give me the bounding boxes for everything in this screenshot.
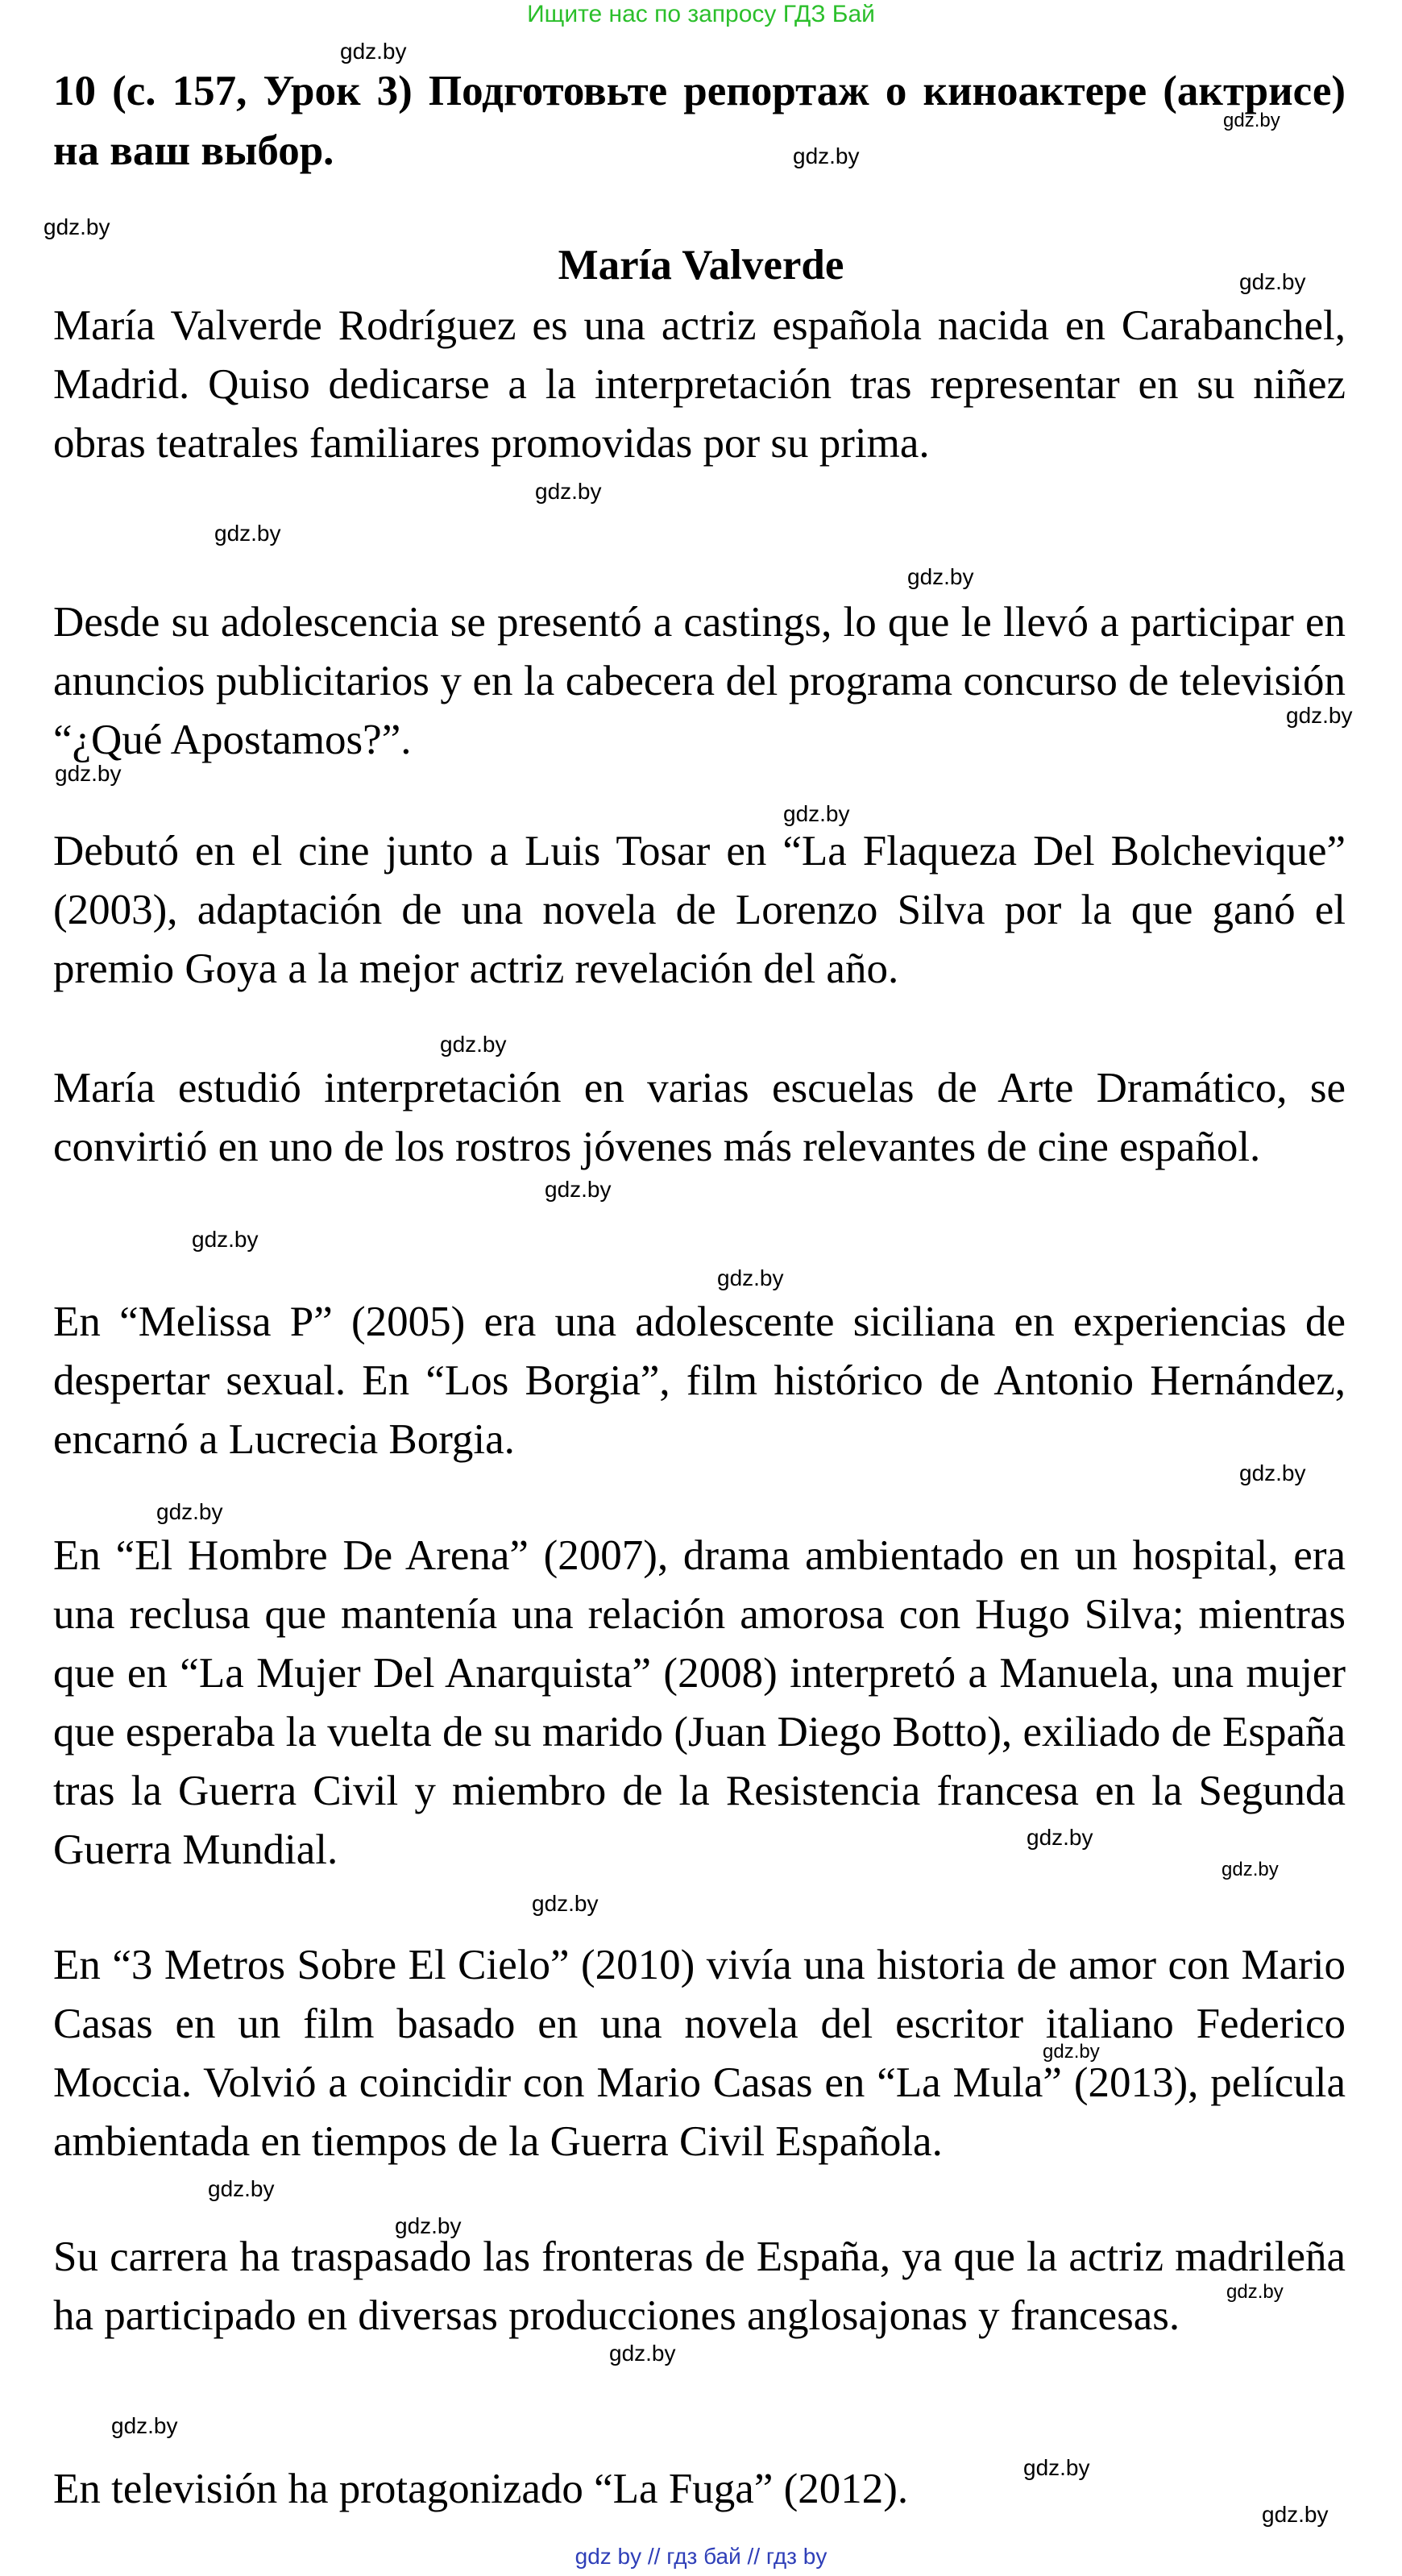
exercise-heading: 10 (с. 157, Урок 3) Подготовьте репортаж о киноактере (актрисе) на ваш выбор.: [53, 68, 1346, 174]
watermark: gdz.by: [156, 1499, 223, 1524]
watermark: gdz.by: [440, 1032, 507, 1057]
paragraph-6: En “El Hombre De Arena” (2007), drama ambientado en un hospital, era una reclusa que mantenía una relación amorosa con Hugo Silva; mientras que en “La Mujer Del Anarquista” (2008) interpretó a Manuela, una mujer que esperaba la vuelta de su marido (Juan Diego Botto), exiliado de España tras la Guerra Civil y miembro de la Resistencia francesa en la Segunda Guerra Mundial.: [53, 1532, 1346, 1873]
paragraph-4: María estudió interpretación en varias escuelas de Arte Dramático, se convirtió en uno de los rostros jóvenes más relevantes de cine español.: [53, 1065, 1346, 1170]
watermark: gdz.by: [1239, 1460, 1306, 1485]
paragraph-8: Su carrera ha traspasado las fronteras de España, ya que la actriz madrileña ha participado en diversas producciones anglosajonas y francesas.: [53, 2233, 1346, 2339]
watermark: gdz.by: [395, 2213, 462, 2238]
paragraph-3: Debutó en el cine junto a Luis Tosar en “La Flaqueza Del Bolchevique” (2003), adaptación de una novela de Lorenzo Silva por la que ganó el premio Goya a la mejor actriz revelación del año.: [53, 828, 1346, 992]
paragraph-5: En “Melissa P” (2005) era una adolescente siciliana en experiencias de despertar sexual. En “Los Borgia”, film histórico de Antonio Hernández, encarnó a Lucrecia Borgia.: [53, 1298, 1346, 1463]
watermark: gdz.by: [1043, 2041, 1100, 2063]
paragraph-2: Desde su adolescencia se presentó a castings, lo que le llevó a participar en anuncios publicitarios y en la cabecera del programa concurso de televisión “¿Qué Apostamos?”.: [53, 599, 1346, 763]
watermark: gdz.by: [717, 1265, 784, 1290]
watermark: gdz.by: [783, 801, 850, 826]
watermark: gdz.by: [609, 2341, 676, 2366]
paragraph-9: En televisión ha protagonizado “La Fuga” (2012).: [53, 2466, 909, 2512]
watermark: gdz.by: [1226, 2281, 1284, 2303]
watermark: gdz.by: [535, 479, 602, 504]
watermark: gdz.by: [793, 143, 860, 168]
watermark: gdz.by: [55, 761, 122, 786]
watermark: gdz.by: [192, 1227, 259, 1252]
paragraph-7: En “3 Metros Sobre El Cielo” (2010) vivía una historia de amor con Mario Casas en un film basado en una novela del escritor italiano Federico Moccia. Volvió a coincidir con Mario Casas en “La Mula” (2013), película ambientada en tiempos de la Guerra Civil Española.: [53, 1942, 1346, 2165]
watermark: gdz.by: [111, 2413, 178, 2438]
watermark: gdz.by: [340, 39, 407, 64]
watermark: gdz.by: [214, 521, 281, 546]
watermark: gdz.by: [1223, 110, 1280, 131]
watermark: gdz.by: [1027, 1825, 1093, 1850]
watermark: gdz.by: [1222, 1859, 1279, 1880]
top-banner: Ищите нас по запросу ГДЗ Бай: [527, 1, 875, 27]
watermark: gdz.by: [907, 564, 974, 589]
watermark: gdz.by: [532, 1891, 599, 1916]
watermark: gdz.by: [1023, 2455, 1090, 2480]
watermark: gdz.by: [1239, 269, 1306, 294]
watermark: gdz.by: [1286, 703, 1353, 728]
bottom-banner: gdz by // гдз бай // гдз by: [574, 2544, 828, 2569]
watermark: gdz.by: [208, 2176, 275, 2201]
watermark: gdz.by: [44, 214, 110, 239]
article-title: María Valverde: [558, 242, 844, 289]
paragraph-1: María Valverde Rodríguez es una actriz española nacida en Carabanchel, Madrid. Quiso dedicarse a la interpretación tras representar en su niñez obras teatrales familiares promovidas por su prima.: [53, 302, 1346, 467]
watermark: gdz.by: [1262, 2502, 1329, 2527]
watermark: gdz.by: [545, 1177, 612, 1202]
